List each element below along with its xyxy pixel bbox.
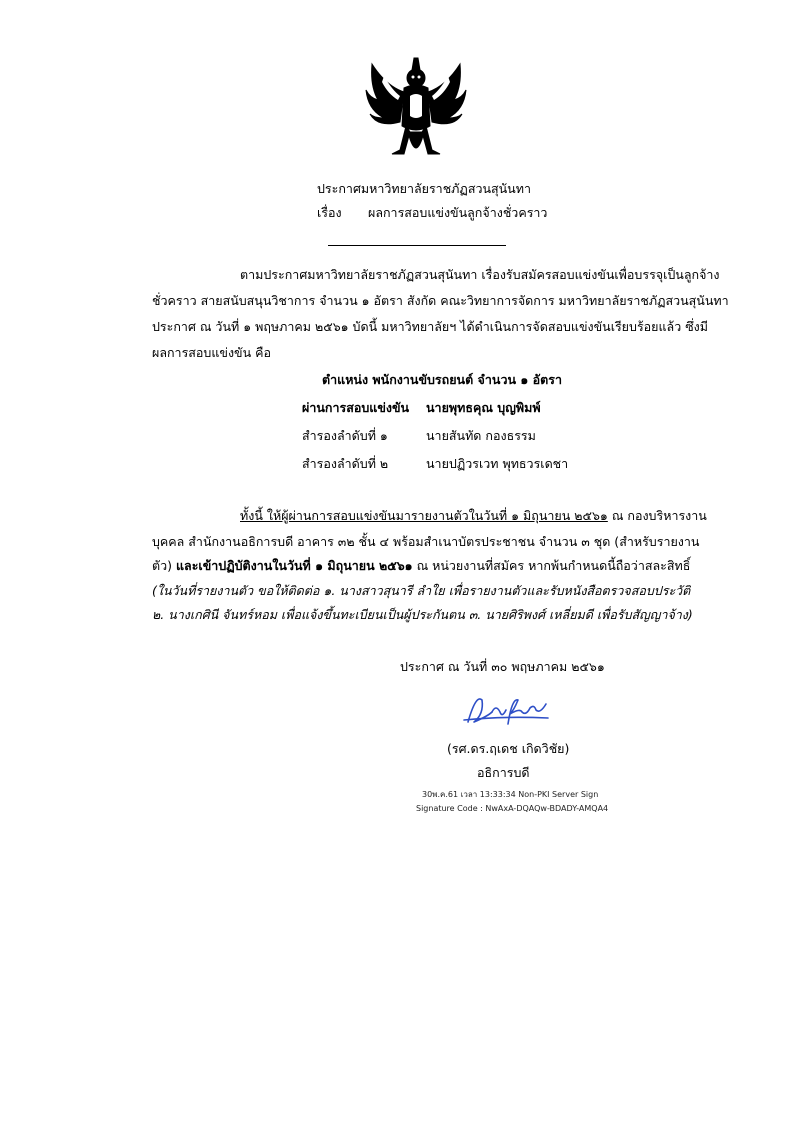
intro-line-1 [240, 266, 720, 284]
contact-note-line-2: ๒. นางเกศินี จันทร์หอม เพื่อแจ้งขึ้นทะเบียนเป็นผู้ประกันตน ๓. นายศิริพงศ์ เหลี่ยมดี เพื่อรับสัญญาจ้าง) [152, 607, 693, 622]
start-work-date: และเข้าปฏิบัติงานในวันที่ ๑ มิถุนายน ๒๕๖๑ [176, 558, 413, 573]
instructions-line-3 [152, 557, 698, 575]
title-divider [328, 245, 506, 246]
intro-line-2-text: ชั่วคราว สายสนับสนุนวิชาการ จำนวน ๑ อัตรา สังกัด คณะวิทยาการจัดการ มหาวิทยาลัยราชภัฏสวนสุนันทา [152, 293, 729, 308]
instructions-line-2 [152, 533, 698, 551]
subject-text: ผลการสอบแข่งขันลูกจ้างชั่วคราว [368, 205, 548, 220]
position-title: ตำแหน่ง พนักงานขับรถยนต์ จำนวน ๑ อัตรา [322, 372, 563, 387]
result-name-passed: นายพุทธคุณ บุญพิมพ์ [426, 400, 541, 415]
announcement-title: ประกาศมหาวิทยาลัยราชภัฏสวนสุนันทา [317, 181, 531, 196]
signer-name: (รศ.ดร.ฤเดช เกิดวิชัย) [447, 741, 570, 756]
signature-image [462, 692, 552, 732]
result-label-reserve-2: สำรองลำดับที่ ๒ [302, 456, 389, 471]
announcement-date: ประกาศ ณ วันที่ ๓๐ พฤษภาคม ๒๕๖๑ [400, 659, 605, 674]
instructions-line-1-rest: ณ กองบริหารงาน [611, 508, 707, 523]
intro-line-3-text: ประกาศ ณ วันที่ ๑ พฤษภาคม ๒๕๖๑ บัดนี้ มหาวิทยาลัยฯ ได้ดำเนินการจัดสอบแข่งขันเรียบร้อยแล้ว ซึ่งมี [152, 319, 709, 334]
result-label-reserve-1: สำรองลำดับที่ ๑ [302, 428, 388, 443]
intro-line-3 [152, 318, 709, 336]
instructions-line-2-text: บุคคล สำนักงานอธิการบดี อาคาร ๓๒ ชั้น ๔ พร้อมสำเนาบัตรประชาชน จำนวน ๓ ชุด (สำหรับรายงาน [152, 534, 700, 549]
instructions-line-3-rest: ณ หน่วยงานที่สมัคร หากพ้นกำหนดนี้ถือว่าสละสิทธิ์ [416, 558, 691, 573]
result-label-passed: ผ่านการสอบแข่งขัน [302, 400, 410, 415]
intro-line-1-text: ตามประกาศมหาวิทยาลัยราชภัฏสวนสุนันทา เรื่องรับสมัครสอบแข่งขันเพื่อบรรจุเป็นลูกจ้าง [240, 267, 720, 282]
intro-line-4 [152, 344, 698, 362]
intro-line-2 [152, 292, 729, 310]
subject-label: เรื่อง [317, 205, 342, 220]
instructions-line-3-pre: ตัว) [152, 558, 173, 573]
signature-code: Signature Code : NwAxA-DQAQw-BDADY-AMQA4 [416, 804, 609, 813]
result-name-reserve-1: นายสันทัด กองธรรม [426, 428, 536, 443]
garuda-emblem-icon [364, 56, 468, 166]
instructions-line-1 [240, 507, 707, 525]
report-date-underlined: ทั้งนี้ ให้ผู้ผ่านการสอบแข่งขันมารายงานตัวในวันที่ ๑ มิถุนายน ๒๕๖๑ [240, 508, 608, 523]
intro-line-4-text: ผลการสอบแข่งขัน คือ [152, 345, 271, 360]
result-name-reserve-2: นายปฏิวรเวท พุทธวรเดชา [426, 456, 569, 471]
contact-note-line-1: (ในวันที่รายงานตัว ขอให้ติดต่อ ๑. นางสาวสุนารี ลำใย เพื่อรายงานตัวและรับหนังสือตรวจสอบประวัติ [152, 583, 691, 598]
signer-title: อธิการบดี [477, 765, 530, 780]
electronic-sign-stamp: 30พ.ค.61 เวลา 13:33:34 Non-PKI Server Sign [422, 790, 599, 799]
